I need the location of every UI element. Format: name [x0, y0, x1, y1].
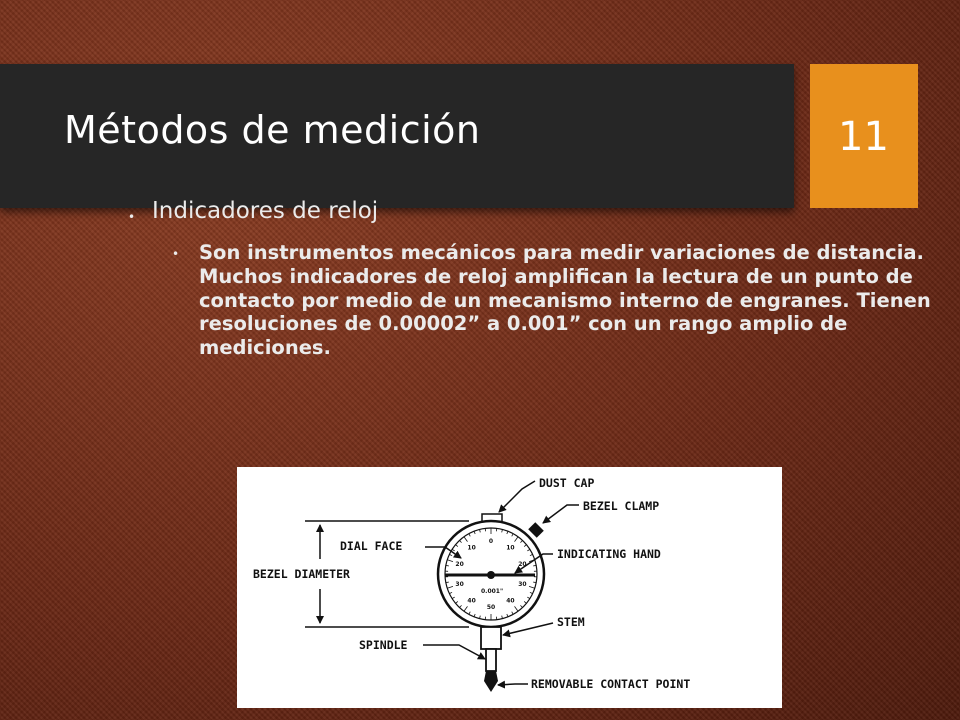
stem-leader — [503, 623, 553, 635]
slide-title: Métodos de medición — [64, 108, 481, 152]
dial-number: 20 — [518, 560, 527, 568]
slide-number: 11 — [838, 114, 889, 160]
dial-tick — [446, 565, 449, 566]
dial-number: 40 — [506, 597, 515, 605]
label-indicating-hand: INDICATING HAND — [557, 547, 661, 561]
bullet-dot-icon: • — [128, 210, 136, 224]
dial-number: 30 — [455, 581, 464, 589]
label-stem: STEM — [557, 615, 585, 629]
dial-unit: 0.001" — [481, 588, 504, 595]
bullet-level1-text: Indicadores de reloj — [152, 198, 379, 224]
stem-part — [481, 627, 501, 649]
dial-tick — [533, 565, 536, 566]
dial-number: 10 — [506, 544, 515, 552]
dial-number: 10 — [467, 544, 476, 552]
spindle-leader — [423, 645, 485, 659]
label-removable-contact-point: REMOVABLE CONTACT POINT — [531, 677, 691, 691]
dial-indicator-diagram — [237, 467, 782, 708]
dial-number: 50 — [486, 604, 496, 611]
label-bezel-diameter: BEZEL DIAMETER — [253, 567, 350, 581]
label-dust-cap: DUST CAP — [539, 476, 595, 490]
bezel-clamp-part — [528, 522, 544, 538]
spindle-part — [486, 649, 496, 671]
bezel-clamp-leader — [543, 505, 579, 523]
dial-center — [487, 571, 495, 579]
bullet-level2-text: Son instrumentos mecánicos para medir variaciones de distancia. Muchos indicadores de reloj amplifican la lectura de un punto de contacto por medio de un mecanismo interno de engranes. Tienen resoluciones de 0.00002” a 0.001” con un rango amplio de mediciones. — [199, 241, 931, 360]
dust-cap-leader — [499, 481, 535, 512]
bullet-dot-icon: • — [172, 247, 180, 261]
label-spindle: SPINDLE — [359, 638, 408, 652]
dial-number: 20 — [455, 560, 464, 568]
label-dial-face: DIAL FACE — [340, 539, 403, 553]
label-bezel-clamp: BEZEL CLAMP — [583, 499, 660, 513]
dial-number: 40 — [467, 597, 476, 605]
contact-point-part — [484, 671, 498, 692]
contact-point-leader — [498, 684, 528, 685]
dial-tick — [446, 582, 449, 583]
dial-number: 0 — [488, 538, 494, 545]
dial-tick — [533, 582, 536, 583]
dial-number: 30 — [518, 581, 527, 589]
